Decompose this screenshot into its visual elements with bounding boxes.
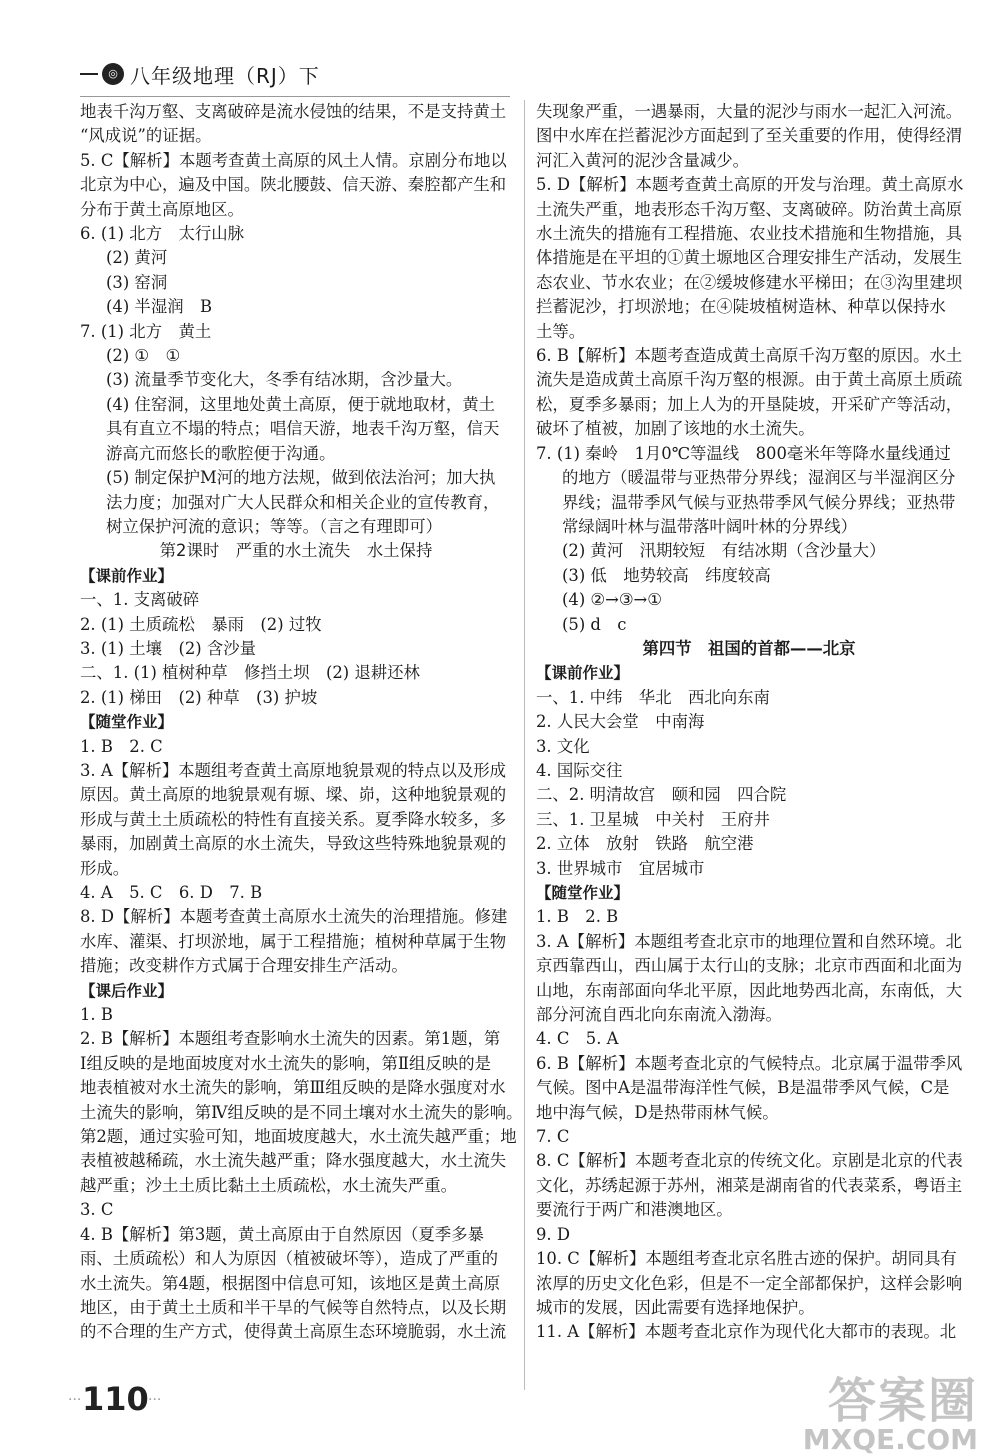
answer-line: 10. C【解析】本题组考查北京名胜古迹的保护。胡同具有 (536, 1249, 957, 1269)
answer-line: 京西靠西山，西山属于太行山的支脉；北京市西面和北面为 (536, 956, 963, 976)
answer-line: 2. 立体 放射 铁路 航空港 (536, 834, 754, 854)
answer-line: 暴雨，加剧黄土高原的水土流失，导致这些特殊地貌景观的 (80, 834, 507, 854)
answer-line: (3) 低 地势较高 纬度较高 (562, 565, 771, 585)
section-heading: 【随堂作业】 (80, 713, 174, 732)
answer-line: 法力度；加强对广大人民群众和相关企业的宣传教育， (106, 492, 500, 512)
answer-line: 3. 世界城市 宜居城市 (536, 858, 705, 878)
answer-line: 的不合理的生产方式，使得黄土高原生态环境脆弱，水土流 (80, 1322, 507, 1342)
answer-line: 城市的发展，因此需要有选择地保护。 (536, 1297, 815, 1317)
answer-line: 3. 文化 (536, 736, 590, 756)
answer-line: 2. 人民大会堂 中南海 (536, 712, 705, 732)
page-title: 八年级地理（RJ）下 (130, 63, 320, 88)
answer-line: 土等。 (536, 321, 586, 341)
answer-line: 7. (1) 秦岭 1月0℃等温线 800毫米年等降水量线通过 (536, 443, 951, 463)
answer-line: (4) 住窑洞，这里地处黄土高原，便于就地取材，黄土 (106, 394, 496, 414)
answer-line: 三、1. 卫星城 中关村 王府井 (536, 809, 770, 829)
page-header (80, 56, 320, 92)
answer-line: 失现象严重，一遇暴雨，大量的泥沙与雨水一起汇入河流。 (536, 102, 963, 121)
answer-line: 一、1. 支离破碎 (80, 590, 200, 610)
answer-line: 7. C (536, 1127, 570, 1147)
answer-line: 破坏了植被，加剧了该地的水土流失。 (536, 419, 815, 439)
section-heading: 【随堂作业】 (536, 884, 630, 902)
answer-line: 形成。 (80, 858, 130, 878)
page-number-ornament-left: ··· (68, 1392, 82, 1408)
answer-line: 气候。图中A是温带海洋性气候，B是温带季风气候，C是 (536, 1078, 950, 1098)
answer-line: 浓厚的历史文化色彩，但是不一定全部都保护，这样会影响 (536, 1273, 963, 1293)
answer-line: 8. D【解析】本题考查黄土高原水土流失的治理措施。修建 (80, 907, 508, 927)
answer-line: 水库、灌渠、打坝淤地，属于工程措施；植树种草属于生物 (80, 931, 507, 951)
answer-line: Ⅰ组反映的是地面坡度对水土流失的影响，第Ⅱ组反映的是 (80, 1053, 491, 1073)
section-heading: 【课前作业】 (80, 566, 174, 585)
answer-line: 松，夏季多暴雨；加上人为的开垦陡坡，开采矿产等活动， (536, 394, 963, 414)
answer-line: 常绿阔叶林与温带落叶阔叶林的分界线） (562, 516, 858, 536)
answer-line: 游高亢而悠长的歌腔便于沟通。 (106, 443, 336, 463)
answer-line: 部分河流自西北向东南流入渤海。 (536, 1005, 782, 1025)
answer-line: 4. B【解析】第3题，黄土高原由于自然原因（夏季多暴 (80, 1224, 484, 1244)
answer-line: 水土流失。第4题，根据图中信息可知，该地区是黄土高原 (80, 1273, 501, 1293)
answer-line: 2. (1) 土质疏松 暴雨 (2) 过牧 (80, 614, 322, 634)
answer-line: (3) 流量季节变化大，冬季有结冰期，含沙量大。 (106, 370, 463, 390)
page-number-ornament-right: ··· (148, 1392, 162, 1408)
answer-line: 二、2. 明清故宫 颐和园 四合院 (536, 785, 787, 805)
answer-line: 6. B【解析】本题考查北京的气候特点。北京属于温带季风 (536, 1053, 963, 1073)
answer-line: 地表千沟万壑、支离破碎是流水侵蚀的结果，不是支持黄土 (80, 102, 507, 121)
answer-line: 3. A【解析】本题组考查黄土高原地貌景观的特点以及形成 (80, 760, 507, 780)
answer-line: 2. B【解析】本题组考查影响水土流失的因素。第1题，第 (80, 1029, 501, 1049)
answer-line: 态农业、节水农业；在②缓坡修建水平梯田；在③沟里建坝 (536, 272, 963, 292)
answer-line: 体措施是在平坦的①黄土塬地区合理安排生产活动，发展生 (536, 248, 963, 268)
watermark-url: MXQE.COM (802, 1423, 978, 1456)
watermark (803, 1362, 978, 1456)
section-heading: 【课后作业】 (80, 981, 174, 1000)
answer-line: 第2题，通过实验可知，地面坡度越大，水土流失越严重；地 (80, 1127, 517, 1147)
answer-line: 越严重；沙土土质比黏土土质疏松，水土流失严重。 (80, 1175, 457, 1195)
answer-line: (2) 黄河 汛期较短 有结冰期（含沙量大） (562, 541, 886, 561)
answer-line: 地区，由于黄土土质和半干旱的气候等自然特点，以及长期 (80, 1297, 507, 1317)
answer-line: 5. C【解析】本题考查黄土高原的风土人情。京剧分布地以 (80, 150, 507, 170)
answer-line: 8. C【解析】本题考查北京的传统文化。京剧是北京的代表 (536, 1151, 963, 1171)
answer-line: 1. B 2. B (536, 907, 619, 927)
answer-line: 表植被越稀疏，水土流失越严重；降水强度越大，水土流失 (80, 1151, 507, 1171)
answer-line: 2. (1) 梯田 (2) 种草 (3) 护坡 (80, 687, 318, 707)
answer-line: 9. D (536, 1224, 570, 1244)
answer-line: 1. B 2. C (80, 736, 163, 756)
answer-line: 界线；温带季风气候与亚热带季风气候分界线；亚热带 (562, 492, 956, 512)
answer-line: 原因。黄土高原的地貌景观有塬、墚、峁，这种地貌景观的 (80, 785, 507, 805)
answer-line: 地表植被对水土流失的影响，第Ⅲ组反映的是降水强度对水 (80, 1078, 506, 1098)
answer-line: 树立保护河流的意识；等等。（言之有理即可） (106, 516, 443, 536)
header-rule (80, 96, 510, 97)
section-heading: 【课前作业】 (536, 664, 630, 683)
answer-line: 6. (1) 北方 太行山脉 (80, 224, 245, 244)
answer-line: 3. C (80, 1200, 114, 1220)
answer-line: 的地方（暖温带与亚热带分界线；湿润区与半湿润区分 (562, 468, 956, 488)
column-divider (524, 100, 525, 1390)
answer-line: 分布于黄土高原地区。 (80, 199, 244, 219)
watermark-logo: 答案圈 (827, 1373, 978, 1429)
answer-line: 土流失的影响，第Ⅳ组反映的是不同土壤对水土流失的影响。 (80, 1102, 523, 1122)
answer-line: 1. B (80, 1005, 113, 1025)
answer-line: (3) 窑洞 (106, 272, 168, 292)
answer-line: (5) d c (562, 614, 627, 634)
right-column (536, 100, 962, 1345)
answer-line: 11. A【解析】本题考查北京作为现代化大都市的表现。北 (536, 1322, 957, 1342)
answer-line: (5) 制定保护M河的地方法规，做到依法治河；加大执 (106, 468, 496, 488)
answer-line: “风成说”的证据。 (80, 126, 212, 146)
header-dash (80, 73, 98, 75)
answer-line: 河汇入黄河的泥沙含量减少。 (536, 150, 750, 170)
answer-line: 水土流失的措施有工程措施、农业技术措施和生物措施，具 (536, 224, 963, 244)
lesson-title: 第2课时 严重的水土流失 水土保持 (159, 541, 433, 561)
answer-line: 北京为中心，遍及中国。陕北腰鼓、信天游、秦腔都产生和 (80, 175, 507, 195)
answer-line: 图中水库在拦蓄泥沙方面起到了至关重要的作用，使得经渭 (536, 126, 963, 146)
answer-line: 4. A 5. C 6. D 7. B (80, 883, 263, 902)
answer-line: 文化，苏绣起源于苏州，湘菜是湖南省的代表菜系，粤语主 (536, 1175, 963, 1195)
answer-line: 措施；改变耕作方式属于合理安排生产活动。 (80, 956, 408, 976)
answer-line: 5. D【解析】本题考查黄土高原的开发与治理。黄土高原水 (536, 175, 964, 195)
answer-line: 3. (1) 土壤 (2) 含沙量 (80, 638, 257, 658)
answer-line: 拦蓄泥沙，打坝淤地；在④陡坡植树造林、种草以保持水 (536, 297, 946, 317)
answer-line: 雨、土质疏松）和人为原因（植被破坏等），造成了严重的 (80, 1249, 498, 1269)
answer-line: (4) 半湿润 B (106, 297, 213, 317)
book-logo-icon: ◎ (102, 63, 124, 85)
answer-line: 6. B【解析】本题考查造成黄土高原千沟万壑的原因。水土 (536, 346, 963, 366)
answer-line: 地中海气候，D是热带雨林气候。 (536, 1102, 779, 1122)
answer-line: 具有直立不塌的特点；唱信天游，地表千沟万壑，信天 (106, 419, 500, 439)
lesson-title: 第四节 祖国的首都——北京 (642, 638, 856, 658)
answer-line: 形成与黄土土质疏松的特性有直接关系。夏季降水较多，多 (80, 809, 507, 829)
answer-line: 二、1. (1) 植树种草 修挡土坝 (2) 退耕还林 (80, 663, 420, 683)
left-column (80, 100, 523, 1345)
answer-line: 流失是造成黄土高原千沟万壑的根源。由于黄土高原土质疏 (536, 370, 963, 390)
answer-line: 要流行于两广和港澳地区。 (536, 1200, 733, 1220)
answer-line: 4. C 5. A (536, 1029, 619, 1049)
answer-line: 3. A【解析】本题组考查北京市的地理位置和自然环境。北 (536, 931, 963, 951)
answer-line: 7. (1) 北方 黄土 (80, 321, 212, 341)
page-number: 110 (82, 1380, 149, 1418)
answer-line: (4) ②→③→① (562, 590, 662, 610)
answer-line: 土流失严重，地表形态千沟万壑、支离破碎。防治黄土高原 (536, 199, 963, 219)
answer-line: (2) 黄河 (106, 248, 168, 268)
answer-line: 一、1. 中纬 华北 西北向东南 (536, 687, 770, 707)
answer-line: 山地，东南部面向华北平原，因此地势西北高，东南低，大 (536, 980, 963, 1000)
answer-line: (2) ① ① (106, 346, 181, 366)
answer-line: 4. 国际交往 (536, 760, 623, 780)
